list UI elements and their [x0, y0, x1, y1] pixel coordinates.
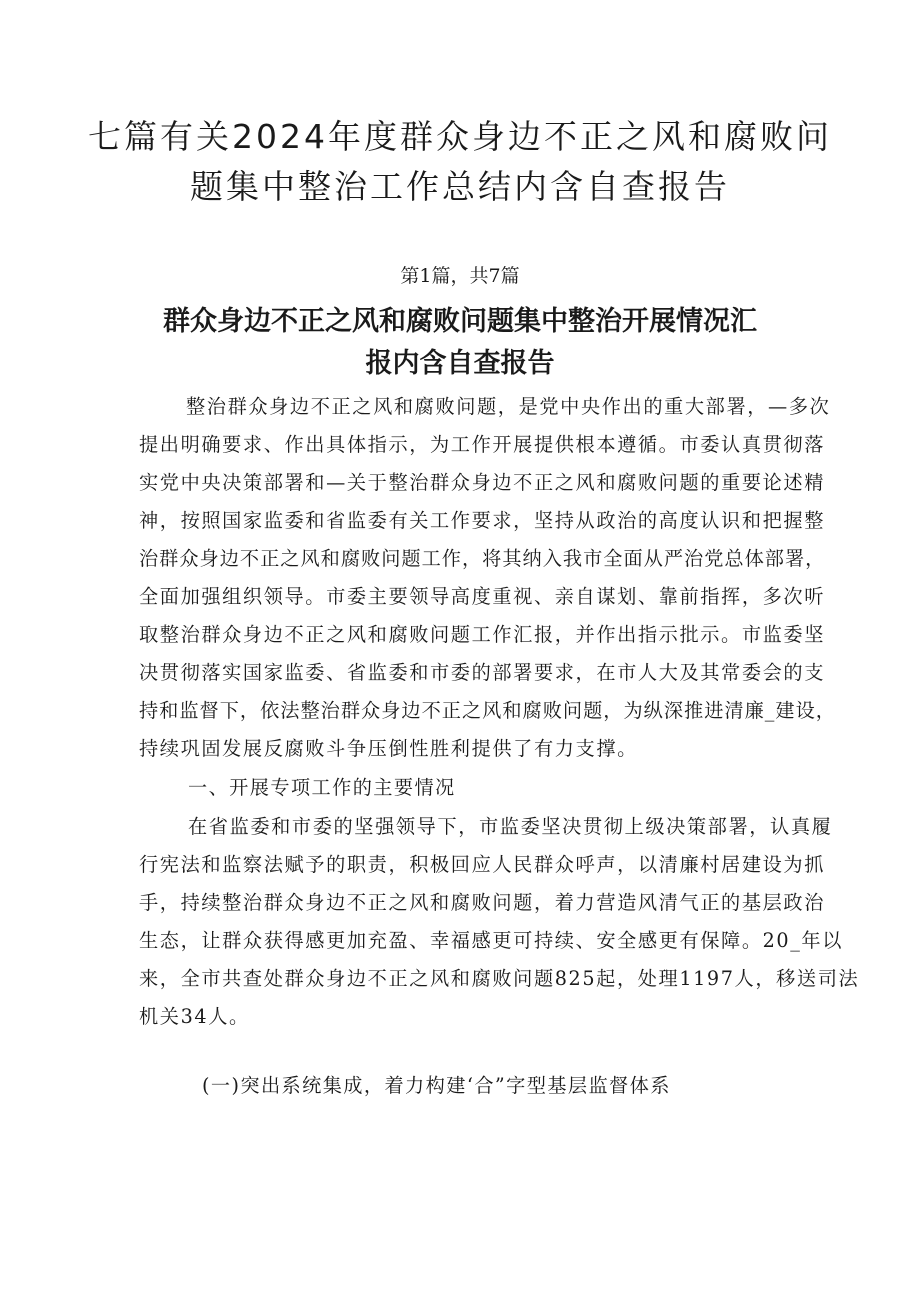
section-title-line-1: 群众身边不正之风和腐败问题集中整治开展情况汇: [163, 306, 757, 337]
paragraph-1-line: 整治群众身边不正之风和腐败问题，是党中央作出的重大部署，—多次: [186, 395, 831, 418]
paragraph-2-line: 生态，让群众获得感更加充盈、幸福感更可持续、安全感更有保障。20_年以: [139, 929, 844, 952]
document-title-line-2: 题集中整治工作总结内含自查报告: [190, 167, 730, 206]
paragraph-1-line: 决贯彻落实国家监委、省监委和市委的部署要求，在市人大及其常委会的支: [139, 661, 825, 684]
section-title-line-2: 报内含自查报告: [365, 348, 555, 379]
paragraph-2-line: 行宪法和监察法赋予的职责，积极回应人民群众呼声，以清廉村居建设为抓: [139, 853, 825, 876]
paragraph-1-line: 持和监督下，依法整治群众身边不正之风和腐败问题，为纵深推进清廉_建设，: [139, 699, 836, 722]
paragraph-1-line: 治群众身边不正之风和腐败问题工作，将其纳入我市全面从严治党总体部署，: [139, 547, 826, 570]
paragraph-1-line: 神，按照国家监委和省监委有关工作要求，坚持从政治的高度认识和把握整: [139, 509, 825, 532]
paragraph-2-line: 手，持续整治群众身边不正之风和腐败问题，着力营造风清气正的基层政治: [139, 891, 825, 914]
paragraph-1-line: 持续巩固发展反腐败斗争压倒性胜利提供了有力支撑。: [139, 737, 638, 760]
section-heading: 一、开展专项工作的主要情况: [188, 776, 456, 799]
paragraph-1-line: 实党中央决策部署和—关于整治群众身边不正之风和腐败问题的重要论述精: [139, 471, 825, 494]
document-title-line-1: 七篇有关2024年度群众身边不正之风和腐败问: [88, 117, 832, 156]
paragraph-2-line: 在省监委和市委的坚强领导下，市监委坚决贯彻上级决策部署，认真履: [188, 815, 833, 838]
part-indicator: 第1篇，共7篇: [400, 265, 520, 287]
subsection-heading: (一)突出系统集成，着力构建‘合”字型基层监督体系: [202, 1074, 671, 1097]
paragraph-1-line: 提出明确要求、作出具体指示，为工作开展提供根本遵循。市委认真贯彻落: [139, 433, 825, 456]
paragraph-1-line: 全面加强组织领导。市委主要领导高度重视、亲自谋划、靠前指挥，多次听: [139, 585, 825, 608]
paragraph-2-line: 机关34人。: [139, 1005, 250, 1028]
paragraph-1-line: 取整治群众身边不正之风和腐败问题工作汇报，并作出指示批示。市监委坚: [139, 623, 825, 646]
paragraph-2-line: 来，全市共查处群众身边不正之风和腐败问题825起，处理1197人，移送司法: [139, 967, 860, 990]
